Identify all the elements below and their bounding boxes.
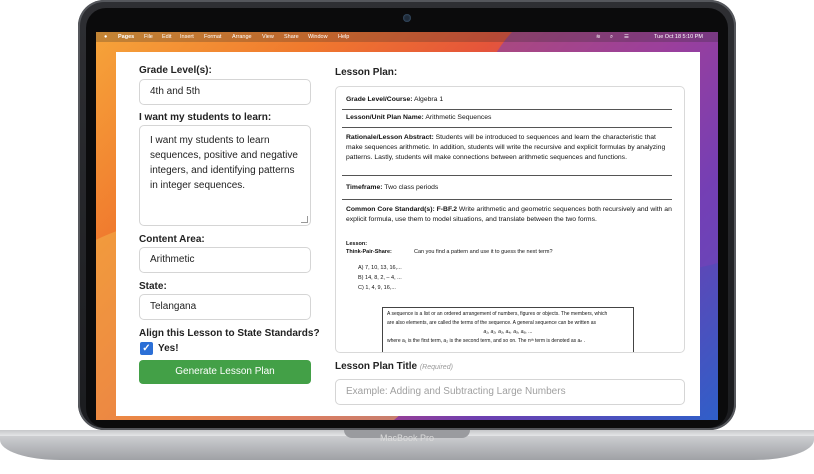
sequence-c: C) 1, 4, 9, 16,... (358, 285, 396, 291)
menu-file[interactable]: File (144, 34, 153, 40)
lesson-title-label (335, 361, 453, 372)
sequence-a: A) 7, 10, 13, 16,... (358, 265, 402, 271)
timeframe-row (346, 183, 672, 193)
definition-line-2: are also elements, are called the terms of the sequence. A general sequence can be written as (387, 320, 597, 326)
state-label: State: (139, 281, 167, 292)
apple-icon[interactable]: ● (104, 34, 108, 40)
timeframe-value: Two class periods (384, 184, 439, 191)
divider (342, 175, 672, 176)
lesson-title-input[interactable]: Example: Adding and Subtracting Large Numbers (335, 379, 685, 405)
divider (342, 199, 672, 200)
wifi-icon[interactable]: ≋ (596, 34, 601, 40)
learn-goal-label: I want my students to learn: (139, 112, 272, 123)
unit-plan-row (346, 113, 672, 123)
definition-line-3: where a₁ is the first term, a₂ is the second term, and so on. The nᵗʰ term is denoted as aₙ . (387, 338, 586, 344)
sequence-b: B) 14, 8, 2, – 4, ... (358, 275, 402, 281)
definition-formula: a₁, a₂, a₃, a₄, a₅, a₆, ... (483, 329, 533, 335)
standard-code: F-BF.2 (436, 206, 458, 213)
lesson-title-label-text: Lesson Plan Title (335, 361, 418, 372)
rationale-value: Students will be introduced to sequences and learn the characteristic that make sequences arithmetic. In addition, students will write the recursive and explicit formulas by analyzing patterns. Lastly, students will make connections between arithmetic sequences and functions. (346, 134, 666, 161)
desktop-screen (96, 32, 718, 420)
menu-clock[interactable]: Tue Oct 18 5:10 PM (654, 34, 704, 40)
camera-icon (403, 14, 411, 22)
standard-label: Common Core Standard(s): (346, 206, 435, 213)
grade-course-label: Grade Level/Course: (346, 96, 413, 103)
menu-edit[interactable]: Edit (162, 34, 172, 40)
lesson-plan-document (335, 86, 685, 353)
grade-course-row (346, 95, 672, 105)
learn-goal-textarea[interactable] (139, 125, 311, 226)
yes-label: Yes! (158, 343, 179, 354)
menu-view[interactable]: View (262, 34, 274, 40)
menu-bar (96, 32, 718, 42)
content-area-input[interactable]: Arithmetic (139, 247, 311, 273)
standard-row (346, 205, 672, 225)
lesson-plan-app (116, 52, 700, 416)
definition-box (382, 307, 634, 353)
menu-format[interactable]: Format (204, 34, 222, 40)
grade-course-value: Algebra 1 (414, 96, 444, 103)
unit-plan-label: Lesson/Unit Plan Name: (346, 114, 424, 121)
unit-plan-value: Arithmetic Sequences (425, 114, 492, 121)
content-area-label: Content Area: (139, 234, 205, 245)
brand-label: MacBook Pro (379, 433, 435, 443)
search-icon[interactable]: ⌕ (610, 34, 614, 40)
grade-level-label: Grade Level(s): (139, 65, 212, 76)
think-pair-share-label: Think-Pair-Share: (346, 249, 392, 255)
menu-arrange[interactable]: Arrange (232, 34, 252, 40)
menu-help[interactable]: Help (338, 34, 350, 40)
standard-value: Write arithmetic and geometric sequences both recursively and with an explicit formula, use them to model situations, and translate between the two forms. (346, 206, 672, 223)
lesson-plan-heading: Lesson Plan: (335, 67, 398, 78)
generate-lesson-plan-button[interactable]: Generate Lesson Plan (139, 360, 311, 384)
grade-level-input[interactable]: 4th and 5th (139, 79, 311, 105)
state-input[interactable]: Telangana (139, 294, 311, 320)
control-center-icon[interactable]: ☰ (624, 34, 629, 40)
definition-line-1: A sequence is a list or an ordered arrangement of numbers, figures or objects. The members, which (387, 311, 608, 317)
lesson-label: Lesson: (346, 241, 368, 247)
divider (342, 127, 672, 128)
menu-window[interactable]: Window (308, 34, 328, 40)
rationale-row (346, 133, 672, 163)
menu-app-name[interactable]: Pages (118, 34, 135, 40)
align-standards-label: Align this Lesson to State Standards? (139, 328, 320, 339)
menu-insert[interactable]: Insert (180, 34, 194, 40)
menu-share[interactable]: Share (284, 34, 299, 40)
align-standards-checkbox[interactable]: ✓ (140, 342, 153, 355)
required-hint: (Required) (419, 364, 453, 371)
divider (342, 109, 672, 110)
timeframe-label: Timeframe: (346, 184, 383, 191)
rationale-label: Rationale/Lesson Abstract: (346, 134, 434, 141)
learn-goal-text: I want my students to learn sequences, positive and negative integers, and identifying patterns in integer sequences. (150, 135, 298, 191)
resize-handle-icon[interactable] (301, 216, 308, 223)
think-pair-share-value: Can you find a pattern and use it to guess the next term? (414, 249, 553, 255)
